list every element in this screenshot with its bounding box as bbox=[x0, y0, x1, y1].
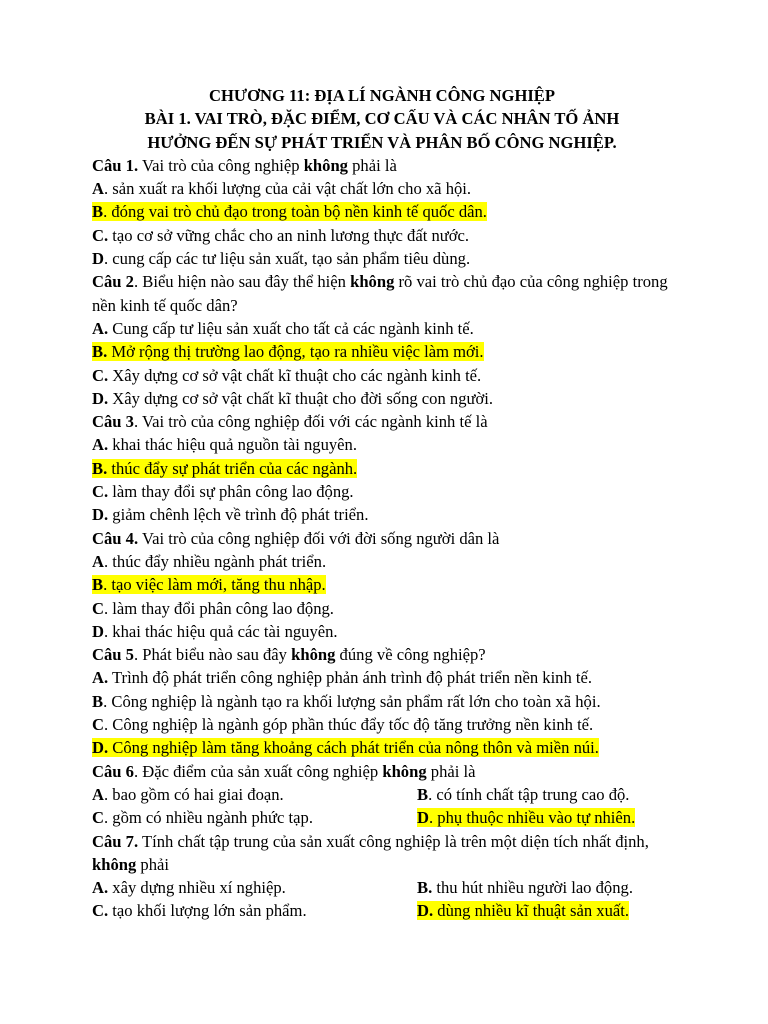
q5-option-a: A. Trình độ phát triển công nghiệp phản ánh trình độ phát triển nền kinh tế. bbox=[92, 668, 593, 688]
q6-option-c: C. gồm có nhiều ngành phức tạp. bbox=[92, 808, 313, 828]
chapter-title: CHƯƠNG 11: ĐỊA LÍ NGÀNH CÔNG NGHIỆP bbox=[208, 86, 556, 105]
q3-option-c: C. làm thay đổi sự phân công lao động. bbox=[92, 482, 354, 502]
q7-option-c: C. tạo khối lượng lớn sản phẩm. bbox=[92, 901, 307, 921]
lesson-title-line-1: BÀI 1. VAI TRÒ, ĐẶC ĐIỂM, CƠ CẤU VÀ CÁC NHÂN TỐ ẢNH bbox=[144, 109, 620, 129]
question-5: Câu 5. Phát biểu nào sau đây không đúng về công nghiệp? bbox=[92, 645, 486, 665]
question-label: Câu 3 bbox=[92, 412, 134, 432]
q2-option-d: D. Xây dựng cơ sở vật chất kĩ thuật cho đời sống con người. bbox=[92, 388, 494, 408]
question-label: Câu 1. bbox=[92, 155, 139, 175]
emphasis: không bbox=[382, 761, 427, 781]
emphasis: không bbox=[303, 155, 348, 175]
q6-option-d-answer: D. phụ thuộc nhiều vào tự nhiên. bbox=[417, 808, 636, 828]
q7-option-d-answer: D. dùng nhiều kĩ thuật sản xuất. bbox=[417, 901, 630, 921]
q4-option-a: A. thúc đẩy nhiều ngành phát triển. bbox=[92, 551, 327, 571]
q6-option-a: A. bao gồm có hai giai đoạn. bbox=[92, 784, 284, 804]
q3-option-a: A. khai thác hiệu quả nguồn tài nguyên. bbox=[92, 435, 357, 455]
question-2: Câu 2. Biểu hiện nào sau đây thể hiện không rõ vai trò chủ đạo của công nghiệp trong nền kinh tế quốc dân? bbox=[92, 272, 668, 315]
q2-option-c: C. Xây dựng cơ sở vật chất kĩ thuật cho các ngành kinh tế. bbox=[92, 365, 482, 385]
question-label: Câu 7. bbox=[92, 831, 139, 851]
q7-options-row-2 bbox=[92, 899, 672, 922]
q3-option-b-answer: B. thúc đẩy sự phát triển của các ngành. bbox=[92, 458, 358, 478]
emphasis: không bbox=[291, 645, 336, 665]
document-page bbox=[92, 84, 672, 923]
q4-option-b-answer: B. tạo việc làm mới, tăng thu nhập. bbox=[92, 575, 326, 595]
q4-option-c: C. làm thay đổi phân công lao động. bbox=[92, 598, 334, 618]
question-1: Câu 1. Vai trò của công nghiệp không phải là bbox=[92, 155, 397, 175]
question-7: Câu 7. Tính chất tập trung của sản xuất công nghiệp là trên một diện tích nhất định, không phải bbox=[92, 831, 649, 874]
question-label: Câu 6 bbox=[92, 761, 134, 781]
q3-option-d: D. giảm chênh lệch về trình độ phát triển. bbox=[92, 505, 369, 525]
question-label: Câu 2 bbox=[92, 272, 134, 292]
q7-option-b: B. thu hút nhiều người lao động. bbox=[417, 878, 633, 898]
emphasis: không bbox=[92, 854, 137, 874]
question-4: Câu 4. Vai trò của công nghiệp đối với đời sống người dân là bbox=[92, 528, 500, 548]
q6-option-b: B. có tính chất tập trung cao độ. bbox=[417, 784, 630, 804]
q1-option-a: A. sản xuất ra khối lượng của cải vật chất lớn cho xã hội. bbox=[92, 179, 472, 199]
q1-option-c: C. tạo cơ sở vững chắc cho an ninh lương thực đất nước. bbox=[92, 225, 470, 245]
q5-option-d-answer: D. Công nghiệp làm tăng khoảng cách phát triển của nông thôn và miền núi. bbox=[92, 738, 599, 758]
emphasis: không bbox=[350, 272, 395, 292]
q1-option-d: D. cung cấp các tư liệu sản xuất, tạo sản phẩm tiêu dùng. bbox=[92, 249, 471, 269]
q6-options-row-1 bbox=[92, 783, 672, 806]
q2-option-b-answer: B. Mở rộng thị trường lao động, tạo ra nhiều việc làm mới. bbox=[92, 342, 484, 362]
q7-options-row-1 bbox=[92, 876, 672, 899]
question-label: Câu 5 bbox=[92, 645, 134, 665]
q5-option-c: C. Công nghiệp là ngành góp phần thúc đẩy tốc độ tăng trưởng nền kinh tế. bbox=[92, 715, 594, 735]
question-6: Câu 6. Đặc điểm của sản xuất công nghiệp không phải là bbox=[92, 761, 476, 781]
lesson-title-line-2: HƯỞNG ĐẾN SỰ PHÁT TRIỂN VÀ PHÂN BỐ CÔNG NGHIỆP. bbox=[147, 132, 617, 152]
q2-option-a: A. Cung cấp tư liệu sản xuất cho tất cả các ngành kinh tế. bbox=[92, 318, 474, 338]
q4-option-d: D. khai thác hiệu quả các tài nguyên. bbox=[92, 621, 338, 641]
q7-option-a: A. xây dựng nhiều xí nghiệp. bbox=[92, 878, 286, 898]
q5-option-b: B. Công nghiệp là ngành tạo ra khối lượng sản phẩm rất lớn cho toàn xã hội. bbox=[92, 691, 601, 711]
q6-options-row-2 bbox=[92, 806, 672, 829]
question-label: Câu 4. bbox=[92, 528, 139, 548]
question-3: Câu 3. Vai trò của công nghiệp đối với các ngành kinh tế là bbox=[92, 412, 488, 432]
q1-option-b-answer: B. đóng vai trò chủ đạo trong toàn bộ nền kinh tế quốc dân. bbox=[92, 202, 487, 222]
